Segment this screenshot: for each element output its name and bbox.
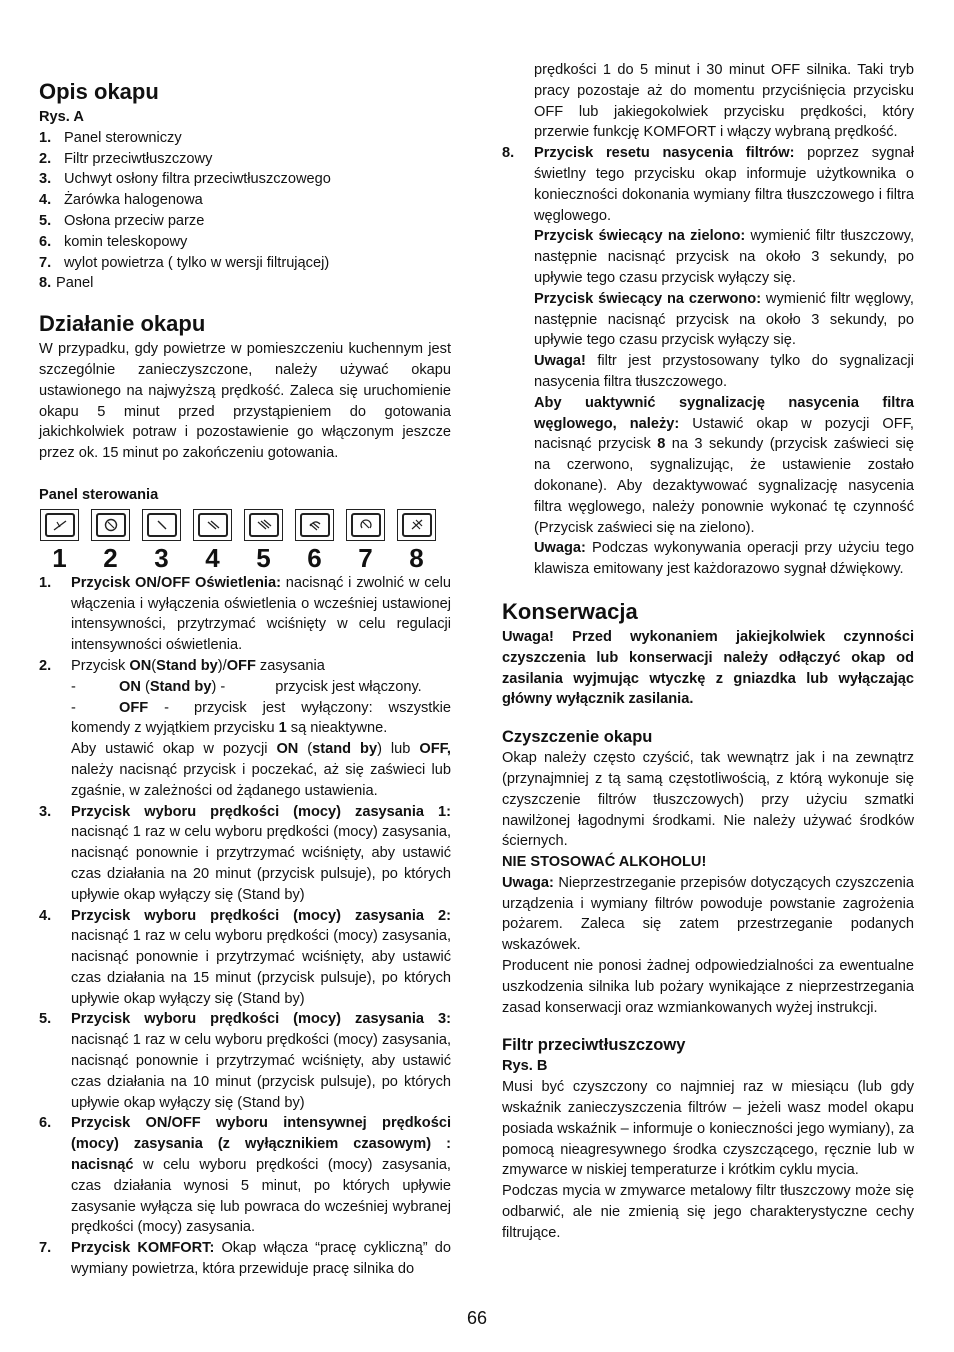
key-number: 1 (52, 542, 67, 573)
comfort-icon (357, 517, 375, 533)
list-item: 8. Panel (39, 275, 94, 292)
key-number: 8 (409, 542, 424, 573)
control-panel (39, 509, 451, 573)
opis-title: Opis okapu (39, 79, 159, 104)
speed1-icon (153, 518, 171, 532)
panel-key-8 (396, 509, 437, 573)
list-item: 5. Osłona przeciw parze (39, 212, 205, 229)
filtr-text-2: Podczas mycia w zmywarce metalowy filtr tłuszczowy może się odbarwić, ale nie zmienią się jego charakterystyczne cechy filtrujące. (502, 1183, 914, 1241)
list-item: 2. Filtr przeciwtłuszczowy (39, 150, 213, 167)
panel-key-2 (90, 509, 131, 573)
panel-key-6 (294, 509, 335, 573)
key-number: 4 (205, 542, 220, 573)
page-number: 66 (466, 1308, 488, 1328)
instruction-item-5: 5. Przycisk wyboru prędkości (mocy) zasysania 3: nacisnąć 1 raz w celu wyboru prędkości (mocy) zasysania, nacisnąć ponownie i przytrzymać wciśnięty, aby ustawić czas działania na 10 minut (przycisk pulsuje), po których upływie okap wyłączy się (Stand by) (39, 1011, 451, 1111)
left-column (39, 60, 451, 1280)
filtr-rys: Rys. B (502, 1058, 548, 1075)
instruction-item-3: 3. Przycisk wyboru prędkości (mocy) zasysania 1: nacisnąć 1 raz w celu wyboru prędkości (mocy) zasysania, nacisnąć ponownie i przytrzymać wciśnięty, aby ustawić czas działania na 20 minut (przycisk pulsuje), po których upływie okap wyłączy się (Stand by) (39, 803, 451, 903)
instruction-item-8: 8. Przycisk resetu nasycenia filtrów: poprzez sygnał świetlny tego przycisku okap informuje użytkownika o konieczności dokonania wymiany filtra tłuszczowego i filtra węglowego. Przycisk świecący na zielono: wymienić filtr tłuszczowy, następnie nacisnąć przycisk na około 3 sekundy, po upływie tego czasu przycisk wyłączy się. Przycisk świecący na czerwono: wymienić filtr węglowy, następnie nacisnąć przycisk na około 3 sekundy, po upływie tego czasu przycisk wyłączy się. Uwaga! filtr jest przystosowany tylko do sygnalizacji nasycenia filtra tłuszczowego. Aby uaktywnić sygnalizację nasycenia filtra węglowego, należy: Ustawić okap w pozycji OFF, nacisnąć przycisk 8 na 3 sekundy (przycisk zaświeci się na czerwono, sygnalizując, że ustawienie zostało dokonane). Aby dezaktywować sygnalizację nasycenia filtra węglowego, należy ponownie wykonać tę czynność (Przycisk zaświeci się na zielono). Uwaga: Podczas wykonywania operacji przy użyciu tego klawisza emitowany jest każdorazowo sygnał dźwiękowy. (502, 145, 914, 578)
list-item: 7. wylot powietrza ( tylko w wersji filtrującej) (39, 254, 330, 271)
power-icon (102, 517, 120, 533)
czyszczenie-title: Czyszczenie okapu (502, 728, 653, 747)
list-item: 1. Panel sterowniczy (39, 129, 182, 146)
list-item: 6. komin teleskopowy (39, 233, 188, 250)
instruction-item-2: 2. Przycisk ON(Stand by)/OFF zasysania (39, 657, 325, 674)
intensive-icon (306, 517, 324, 533)
dzialanie-title: Działanie okapu (39, 311, 206, 337)
konserwacja-warning: Uwaga! Przed wykonaniem jakiejkolwiek czynności czyszczenia lub konserwacji należy odłączyć okap od zasilania wyjmując wtyczkę z gniazdka lub wyłączając główny wyłącznik zasilania. (502, 628, 914, 708)
filter-reset-icon (408, 517, 426, 533)
konserwacja-title: Konserwacja (502, 598, 638, 624)
filtr-text-1: Musi być czyszczony co najmniej raz w miesiącu (lub gdy wskaźnik zanieczyszczenia filtrów – jeżeli wasz model okapu posiada wskaźnik – informuje o konieczności jego wymiany), za pomocą nieagresywnego środka czyszczącego, ręcznie lub w zmywarce w niskiej temperaturze i krótkim cyklu mycia. (502, 1079, 914, 1179)
panel-label: Panel sterowania (39, 486, 159, 503)
parts-list (39, 128, 451, 294)
list-item: 3. Uchwyt osłony filtra przeciwtłuszczowego (39, 171, 331, 188)
dzialanie-text: W przypadku, gdy powietrze w pomieszczeniu kuchennym jest szczególnie zanieczyszczone, należy używać okapu ustawionego na najwyższą prędkość. Zaleca się uruchomienie okapu 5 minut przed przystąpieniem do gotowania jakichkolwiek potraw i pozostawienie go włączonym jeszcze przez ok. 15 minut po zakończeniu gotowania. (39, 341, 451, 462)
speed3-icon (255, 518, 273, 532)
key-number: 2 (103, 542, 118, 573)
instruction-item-6: 6. Przycisk ON/OFF wyboru intensywnej prędkości (mocy) zasysania (z wyłącznikiem czasowym) : nacisnąć w celu wyboru prędkości (mocy) zasysania, czas działania wynosi 5 minut, po których upływie zasysanie wyłącza się lub powraca do wcześniej wybranej prędkości (mocy) zasysania. (39, 1115, 451, 1236)
speed2-icon (204, 518, 222, 532)
right-column (502, 60, 914, 1244)
czyszczenie-text: Okap należy często czyścić, tak wewnątrz jak i na zewnątrz (przynajmniej z tą samą częstotliwością, z którą wykonuje się czyszczenie filtrów tłuszczowych) przy użyciu szmatki nawilżonej łagodnymi środkami. Nie należy używać środków ściernych. (502, 750, 914, 850)
instruction-item-7: 7. Przycisk KOMFORT: Okap włącza “pracę cykliczną” do wymiany powietrza, która przewiduje pracę silnika do (39, 1240, 451, 1278)
czyszczenie-uwaga: Uwaga: Nieprzestrzeganie przepisów dotyczących czyszczenia urządzenia i wymiany filtrów powoduje powstanie zagrożenia pożarem. Zaleca się zatem przestrzeganie podanych wskazówek. (502, 874, 914, 954)
opis-rys: Rys. A (39, 109, 84, 125)
list-item: 4. Żarówka halogenowa (39, 192, 203, 209)
panel-key-5 (243, 509, 284, 573)
key-number: 3 (154, 542, 169, 573)
key-number: 6 (307, 542, 322, 573)
instruction-item-4: 4. Przycisk wyboru prędkości (mocy) zasysania 2: nacisnąć 1 raz w celu wyboru prędkości (mocy) zasysania, nacisnąć ponownie i przytrzymać wciśnięty, aby ustawić czas działania na 15 minut (przycisk pulsuje), po których upływie okap wyłączy się (Stand by) (39, 907, 451, 1007)
panel-key-4 (192, 509, 233, 573)
filtr-title: Filtr przeciwtłuszczowy (502, 1036, 686, 1055)
key-number: 7 (358, 542, 373, 573)
instruction-item-2-detail: - ON (Stand by) - przycisk jest włączony. - OFF - przycisk jest wyłączony: wszystkie komendy z wyjątkiem przycisku 1 są nieaktywne. Aby ustawić okap w pozycji ON (stand by) lub OFF, należy nacisnąć przycisk i poczekać, aż się zaświeci lub zgaśnie, w zależności od żądanego ustawienia. (71, 678, 451, 799)
panel-key-3 (141, 509, 182, 573)
instruction-item-7-continued: prędkości 1 do 5 minut i 30 minut OFF silnika. Taki tryb pracy pozostaje aż do momentu przyciśnięcia przycisku OFF lub jakiegokolwiek przycisku prędkości, który przerwie funkcję KOMFORT i włączy wybraną prędkość. (534, 62, 914, 141)
panel-key-1 (39, 509, 80, 573)
key-number: 5 (256, 542, 271, 573)
instruction-item-1: 1. Przycisk ON/OFF Oświetlenia: nacisnąć i zwolnić w celu włączenia i wyłączenia oświetlenia o wcześniej ustawionej intensywności, przytrzymać wciśnięty w celu regulacji intensywności oświetlenia. (39, 574, 452, 654)
alcohol-warning: NIE STOSOWAĆ ALKOHOLU! (502, 854, 707, 871)
panel-key-7 (345, 509, 386, 573)
producent-text: Producent nie ponosi żadnej odpowiedzialności za ewentualne uszkodzenia silnika lub pożary wynikające z nieprzestrzegania zasad konserwacji oraz wzmiankowanych wyżej instrukcji. (502, 958, 914, 1016)
light-icon (51, 518, 69, 532)
